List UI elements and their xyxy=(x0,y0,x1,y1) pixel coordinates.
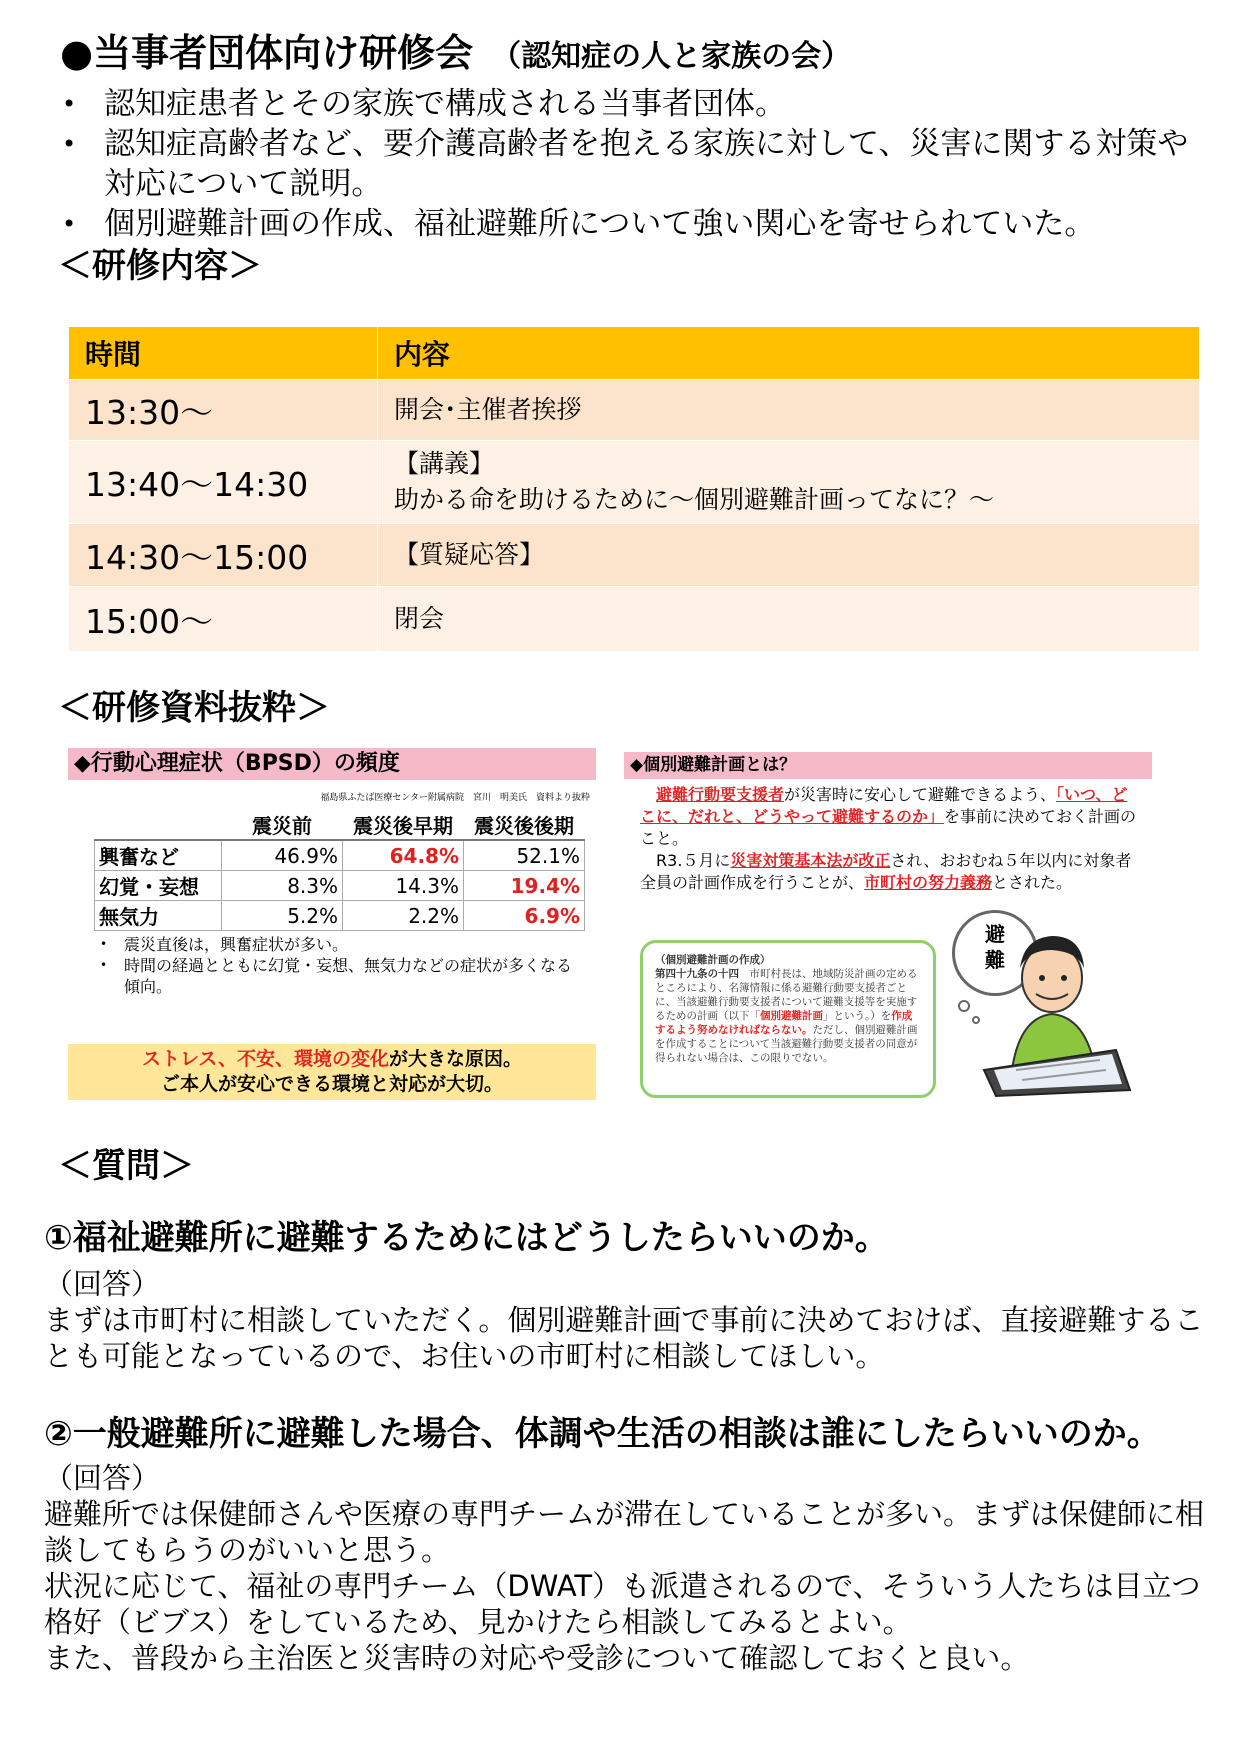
law-title: （個別避難計画の作成） xyxy=(655,954,771,966)
schedule-content-line: 開会･主催者挨拶 xyxy=(394,395,582,424)
schedule-row xyxy=(69,587,1200,652)
bpsd-source: 福島県ふたば医療センター附属病院 宮川 明美氏 資料より抜粋 xyxy=(320,793,590,803)
bpsd-cell: 14.3% xyxy=(343,871,464,901)
bpsd-cell: 2.2% xyxy=(343,901,464,931)
schedule-row xyxy=(69,441,1200,524)
bpsd-col-late: 震災後後期 xyxy=(464,810,585,840)
red-text: 災害対策基本法が改正 xyxy=(730,851,891,870)
red-text: 市町村の努力義務 xyxy=(864,873,993,892)
bpsd-col-blank xyxy=(95,810,222,840)
bpsd-title-bar: ◆行動心理症状（BPSD）の頻度 xyxy=(68,748,596,780)
bpsd-cell: 46.9% xyxy=(222,840,343,871)
schedule-time: 15:00～ xyxy=(69,587,378,652)
bpsd-cell: 8.3% xyxy=(222,871,343,901)
answer-1 xyxy=(44,1266,1204,1374)
plain-text: され、おおむね５年以内に対象者全員の計画作成を行うことが、 xyxy=(640,851,1132,892)
answer-text: 避難所では保健師さんや医療の専門チームが滞在していることが多い。まずは保健師に相談してもらうのがいいと思う。 xyxy=(44,1497,1205,1567)
schedule-table xyxy=(68,326,1200,652)
materials-heading: ＜研修資料抜粋＞ xyxy=(58,688,330,728)
bubble-char: 避 xyxy=(985,922,1005,946)
schedule-row xyxy=(69,380,1200,441)
questions-heading: ＜質問＞ xyxy=(58,1146,194,1186)
callout-text: が大きな原因。 xyxy=(389,1048,523,1070)
bpsd-note: • 時間の経過とともに幻覚・妄想、無気力などの症状が多くなる傾向。 xyxy=(96,955,576,997)
red-text: 個別避難計画 xyxy=(760,1010,823,1022)
schedule-time: 14:30～15:00 xyxy=(69,524,378,587)
schedule-content-line: 閉会 xyxy=(394,604,445,633)
bpsd-row xyxy=(95,901,585,931)
plain-text: 」という。）を xyxy=(823,1010,892,1022)
plain-text: が災害時に安心して避難できるよう、 xyxy=(784,785,1057,804)
bpsd-row-label: 幻覚・妄想 xyxy=(95,871,222,901)
bpsd-cell: 52.1% xyxy=(464,840,585,871)
callout-red-text: ストレス、不安、環境の変化 xyxy=(141,1048,389,1070)
bpsd-row xyxy=(95,871,585,901)
plain-text: R3.５月に xyxy=(656,851,731,870)
answer-text: また、普段から主治医と災害時の対応や受診について確認しておくと良い。 xyxy=(44,1641,1030,1675)
bpsd-cell: 5.2% xyxy=(222,901,343,931)
law-body xyxy=(655,967,921,1065)
plain-text: ただし、個別避難計画を作成することについて当該避難行動要支援者の同意が得られない場合は、この限りでない。 xyxy=(655,1024,918,1064)
schedule-content xyxy=(378,380,1200,441)
schedule-col-content: 内容 xyxy=(378,327,1200,380)
schedule-content xyxy=(378,441,1200,524)
schedule-content-line: 【講義】 xyxy=(394,449,495,478)
bpsd-cell: 19.4% xyxy=(464,871,585,901)
plan-description xyxy=(640,784,1140,894)
schedule-time: 13:40～14:30 xyxy=(69,441,378,524)
law-article-box xyxy=(640,940,936,1098)
question-2: ②一般避難所に避難した場合、体調や生活の相談は誰にしたらいいのか。 xyxy=(44,1414,1161,1454)
bpsd-callout xyxy=(68,1044,596,1100)
intro-bullet-list xyxy=(60,84,1200,244)
answer-label: （回答） xyxy=(44,1461,161,1495)
plan-paragraph-2 xyxy=(640,850,1140,894)
bpsd-row xyxy=(95,840,585,871)
person-with-tablet-illustration xyxy=(940,920,1140,1100)
intro-bullet: • 認知症患者とその家族で構成される当事者団体。 xyxy=(60,84,1200,124)
bpsd-row-label: 無気力 xyxy=(95,901,222,931)
bpsd-header-row xyxy=(95,810,585,840)
answer-2 xyxy=(44,1460,1204,1676)
bpsd-row-label: 興奮など xyxy=(95,840,222,871)
bpsd-notes xyxy=(96,934,576,997)
plan-paragraph-1 xyxy=(640,784,1140,850)
callout-line2: ご本人が安心できる環境と対応が大切。 xyxy=(160,1073,503,1095)
answer-text: 状況に応じて、福祉の専門チーム（DWAT）も派遣されるので、そういう人たちは目立つ格好（ビブス）をしているため、見かけたら相談してみるとよい。 xyxy=(44,1569,1201,1639)
bpsd-col-early: 震災後早期 xyxy=(343,810,464,840)
schedule-header-row xyxy=(69,327,1200,380)
schedule-heading: ＜研修内容＞ xyxy=(58,246,262,286)
bpsd-note: • 震災直後は，興奮症状が多い。 xyxy=(96,934,576,955)
plain-text: とされた。 xyxy=(992,873,1073,892)
plain-text: 市町村長は、地域防災計画の定めるところにより、名簿情報に係る避難行動要支援者ごとに、当該避難行動要支援者について避難支援等を実施するための計画（以下「 xyxy=(655,968,918,1022)
bpsd-table xyxy=(94,810,585,931)
question-1: ①福祉避難所に避難するためにはどうしたらいいのか。 xyxy=(44,1218,889,1258)
schedule-row xyxy=(69,524,1200,587)
bpsd-cell: 6.9% xyxy=(464,901,585,931)
title-main: ●当事者団体向け研修会 xyxy=(60,31,474,75)
title-subtitle: （認知症の人と家族の会） xyxy=(491,39,852,74)
law-article-number: 第四十九条の十四 xyxy=(655,968,739,980)
bpsd-cell: 64.8% xyxy=(343,840,464,871)
schedule-time: 13:30～ xyxy=(69,380,378,441)
red-text: 作成するよう努めなければならない。 xyxy=(655,1010,913,1036)
red-text: 「いつ、どこに、だれと、どうやって避難するのか」 xyxy=(640,785,1128,826)
page-title xyxy=(60,22,851,77)
schedule-content xyxy=(378,524,1200,587)
intro-bullet: • 認知症高齢者など、要介護高齢者を抱える家族に対して、災害に関する対策や対応について説明。 xyxy=(60,124,1200,204)
plan-title-bar: ◆個別避難計画とは？ xyxy=(624,752,1152,779)
schedule-content xyxy=(378,587,1200,652)
schedule-content-line: 助かる命を助けるために～個別避難計画ってなに？～ xyxy=(394,485,995,514)
plain-text: を事前に決めておく計画のこと。 xyxy=(640,807,1137,848)
answer-label: （回答） xyxy=(44,1267,161,1301)
intro-bullet: • 個別避難計画の作成、福祉避難所について強い関心を寄せられていた。 xyxy=(60,204,1200,244)
schedule-content-line: 【質疑応答】 xyxy=(394,540,545,569)
red-text: 避難行動要支援者 xyxy=(656,785,785,804)
bubble-char: 難 xyxy=(985,948,1005,972)
schedule-col-time: 時間 xyxy=(69,327,378,380)
answer-text: まずは市町村に相談していただく。個別避難計画で事前に決めておけば、直接避難することも可能となっているので、お住いの市町村に相談してほしい。 xyxy=(44,1303,1204,1373)
bpsd-col-before: 震災前 xyxy=(222,810,343,840)
